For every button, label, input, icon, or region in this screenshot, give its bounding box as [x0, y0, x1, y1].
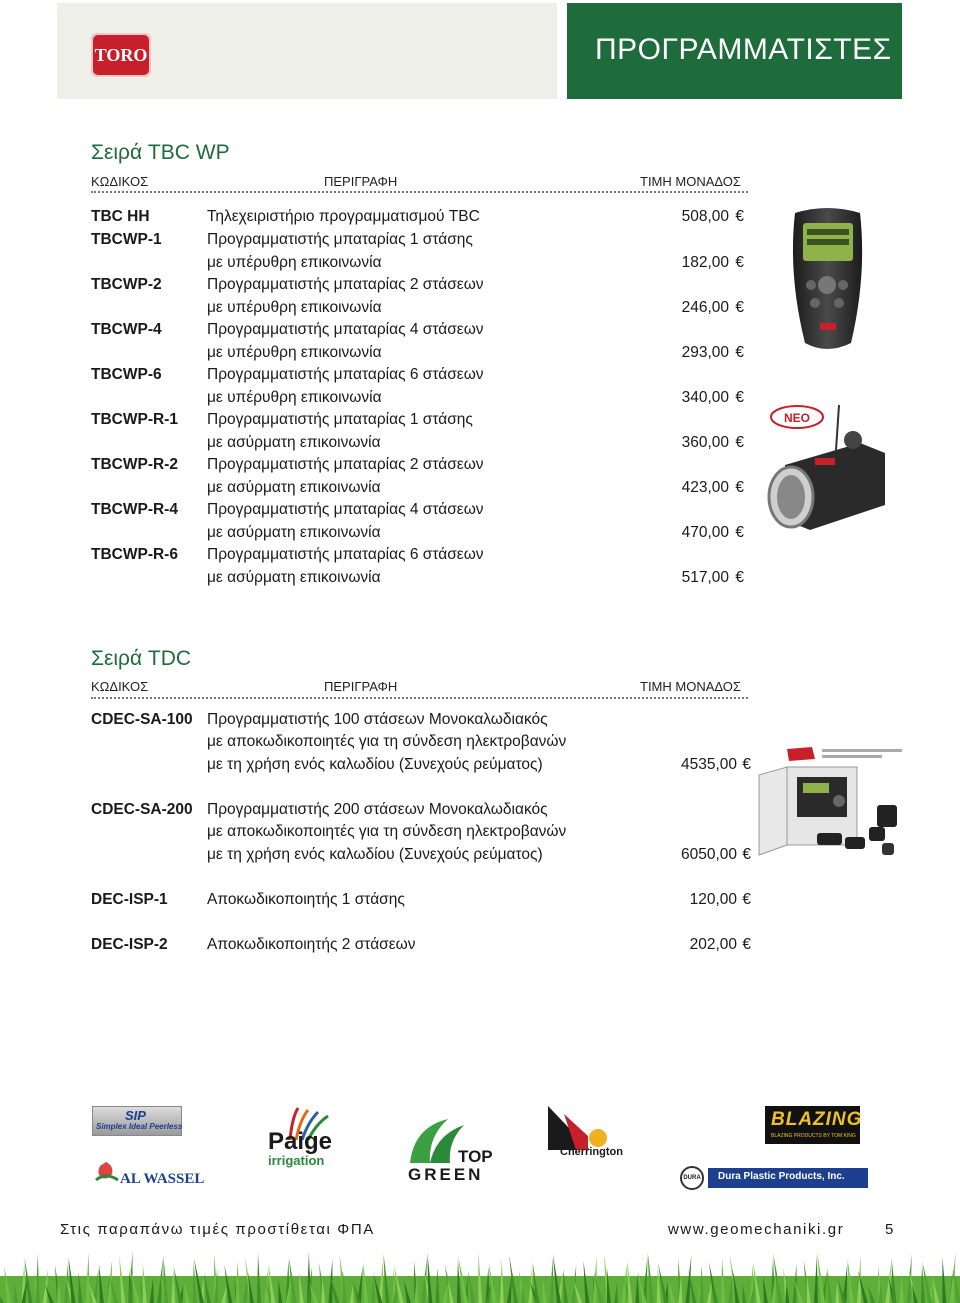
table-row: [91, 454, 751, 476]
product-price: 293,00: [681, 344, 729, 361]
table-row: [91, 709, 751, 731]
table-row-continuation: [91, 821, 751, 843]
product-code: DEC-ISP-2: [91, 936, 168, 953]
product-code: CDEC-SA-200: [91, 801, 193, 818]
table-row: [91, 274, 751, 296]
product-description: με υπέρυθρη επικοινωνία: [207, 299, 382, 316]
product-code: DEC-ISP-1: [91, 891, 168, 908]
al-wassel-logo-text: AL WASSEL: [120, 1171, 205, 1187]
product-code: TBCWP-R-4: [91, 501, 178, 518]
paige-irrigation-logo: [268, 1106, 346, 1170]
product-description: Αποκωδικοποιητής 1 στάσης: [207, 891, 405, 908]
product-description: Προγραμματιστής μπαταρίας 6 στάσεων: [207, 366, 484, 383]
toro-logo: [91, 33, 151, 77]
table-row-continuation: [91, 432, 751, 454]
product-description: με ασύρματη επικοινωνία: [207, 479, 381, 496]
product-description: Προγραμματιστής μπαταρίας 2 στάσεων: [207, 456, 484, 473]
top-green-logo: [408, 1117, 504, 1183]
euro-symbol: €: [735, 479, 744, 496]
product-description: Τηλεχειριστήριο προγραμματισμού TBC: [207, 208, 480, 225]
product-description: Προγραμματιστής μπαταρίας 1 στάσης: [207, 411, 473, 428]
dura-logo-text: Dura Plastic Products, Inc.: [718, 1171, 845, 1182]
product-code: CDEC-SA-100: [91, 711, 193, 728]
product-price: 517,00: [681, 569, 729, 586]
sip-logo: [92, 1106, 182, 1136]
euro-symbol: €: [742, 846, 751, 863]
column-header-description: ΠΕΡΙΓΡΑΦΗ: [324, 679, 398, 694]
product-description: Προγραμματιστής μπαταρίας 6 στάσεων: [207, 546, 484, 563]
product-code: TBCWP-R-1: [91, 411, 178, 428]
euro-symbol: €: [742, 891, 751, 908]
tbc-remote-image: [785, 205, 870, 355]
table-row-continuation: [91, 252, 751, 274]
product-description: με αποκωδικοποιητές για τη σύνδεση ηλεκτροβανών: [207, 733, 567, 750]
product-description: Προγραμματιστής 200 στάσεων Μονοκαλωδιακός: [207, 801, 548, 818]
page-number: 5: [885, 1221, 894, 1238]
euro-symbol: €: [735, 434, 744, 451]
product-description: Προγραμματιστής μπαταρίας 1 στάσης: [207, 231, 473, 248]
table-row: [91, 499, 751, 521]
product-code: TBCWP-R-2: [91, 456, 178, 473]
product-description: με αποκωδικοποιητές για τη σύνδεση ηλεκτροβανών: [207, 823, 567, 840]
product-description: με τη χρήση ενός καλωδίου (Συνεχούς ρεύματος): [207, 846, 543, 863]
table-row: [91, 319, 751, 341]
header-title-panel: [567, 3, 902, 99]
product-description: Προγραμματιστής μπαταρίας 4 στάσεων: [207, 321, 484, 338]
blazing-logo-subtitle: BLAZING PRODUCTS BY TOM KING: [771, 1133, 856, 1139]
euro-symbol: €: [735, 254, 744, 271]
header-divider: [91, 191, 748, 193]
product-description: με υπέρυθρη επικοινωνία: [207, 389, 382, 406]
top-green-logo-text: TOP: [458, 1147, 493, 1166]
table-row: [91, 934, 751, 956]
euro-symbol: €: [735, 389, 744, 406]
product-code: TBCWP-6: [91, 366, 162, 383]
website-link[interactable]: www.geomechaniki.gr: [668, 1221, 845, 1238]
dura-logo: [680, 1166, 868, 1190]
grass-decoration: [0, 1246, 960, 1303]
vat-note: Στις παραπάνω τιμές προστίθεται ΦΠΑ: [60, 1221, 375, 1238]
cherrington-logo-text: Cherrington: [560, 1146, 623, 1158]
product-description: Αποκωδικοποιητής 2 στάσεων: [207, 936, 416, 953]
table-row-continuation: [91, 342, 751, 364]
product-code: TBCWP-R-6: [91, 546, 178, 563]
product-description: Προγραμματιστής μπαταρίας 4 στάσεων: [207, 501, 484, 518]
product-price: 182,00: [681, 254, 729, 271]
paige-logo-subtitle: irrigation: [268, 1153, 325, 1168]
product-price: 246,00: [681, 299, 729, 316]
product-price: 360,00: [681, 434, 729, 451]
product-price: 120,00: [689, 891, 737, 908]
column-header-price: ΤΙΜΗ ΜΟΝΑΔΟΣ: [640, 679, 741, 694]
al-wassel-emblem: [92, 1158, 120, 1186]
table-row: [91, 364, 751, 386]
table-row-continuation: [91, 297, 751, 319]
table-row-continuation: [91, 731, 751, 753]
euro-symbol: €: [735, 344, 744, 361]
product-description: με τη χρήση ενός καλωδίου (Συνεχούς ρεύματος): [207, 756, 543, 773]
euro-symbol: €: [742, 756, 751, 773]
table-row: [91, 799, 751, 821]
product-description: Προγραμματιστής μπαταρίας 2 στάσεων: [207, 276, 484, 293]
sip-logo-text: SIP: [125, 1108, 146, 1123]
table-row: [91, 229, 751, 251]
new-badge: ΝΕΟ: [783, 411, 811, 425]
table-row-continuation: [91, 477, 751, 499]
product-price: 6050,00: [680, 846, 737, 863]
column-header-price: ΤΙΜΗ ΜΟΝΑΔΟΣ: [640, 174, 741, 189]
euro-symbol: €: [742, 936, 751, 953]
table-row: [91, 409, 751, 431]
product-price: 470,00: [681, 524, 729, 541]
product-price: 4535,00: [680, 756, 737, 773]
top-green-logo-subtitle: GREEN: [408, 1165, 484, 1184]
product-code: TBC HH: [91, 208, 150, 225]
table-row-continuation: [91, 844, 751, 866]
al-wassel-logo: [92, 1158, 208, 1190]
table-row: [91, 889, 751, 911]
toro-logo-text: TORO: [94, 44, 148, 65]
product-code: TBCWP-1: [91, 231, 162, 248]
euro-symbol: €: [735, 208, 744, 225]
table-row: [91, 544, 751, 566]
product-description: με ασύρματη επικοινωνία: [207, 524, 381, 541]
product-price: 423,00: [681, 479, 729, 496]
dura-badge: DURA: [680, 1166, 704, 1190]
column-header-code: ΚΩΔΙΚΟΣ: [91, 174, 149, 189]
euro-symbol: €: [735, 299, 744, 316]
table-row-continuation: [91, 754, 751, 776]
paige-logo-text: Paige: [268, 1128, 333, 1155]
product-price: 202,00: [689, 936, 737, 953]
product-price: 340,00: [681, 389, 729, 406]
tdc-controller-image: [757, 745, 907, 860]
dura-banner: [708, 1168, 868, 1188]
section-title-tbc-wp: Σειρά TBC WP: [91, 141, 230, 164]
page-title: ΠΡΟΓΡΑΜΜΑΤΙΣΤΕΣ: [595, 33, 892, 66]
tbcwp-controller-image: [765, 395, 895, 535]
table-row-continuation: [91, 387, 751, 409]
euro-symbol: €: [735, 569, 744, 586]
section-title-tdc: Σειρά TDC: [91, 647, 192, 670]
column-header-code: ΚΩΔΙΚΟΣ: [91, 679, 149, 694]
product-code: TBCWP-4: [91, 321, 162, 338]
euro-symbol: €: [735, 524, 744, 541]
product-description: με ασύρματη επικοινωνία: [207, 434, 381, 451]
table-row-continuation: [91, 522, 751, 544]
product-code: TBCWP-2: [91, 276, 162, 293]
header-divider: [91, 697, 748, 699]
blazing-logo: [765, 1106, 863, 1144]
column-header-description: ΠΕΡΙΓΡΑΦΗ: [324, 174, 398, 189]
header-logo-panel: [57, 3, 557, 99]
product-description: Προγραμματιστής 100 στάσεων Μονοκαλωδιακός: [207, 711, 548, 728]
cherrington-logo: [548, 1106, 623, 1164]
blazing-logo-text: BLAZING: [771, 1109, 863, 1130]
table-row-continuation: [91, 567, 751, 589]
sip-logo-subtitle: Simplex Ideal Peerless: [96, 1122, 183, 1131]
product-description: με ασύρματη επικοινωνία: [207, 569, 381, 586]
product-description: με υπέρυθρη επικοινωνία: [207, 254, 382, 271]
table-row: [91, 206, 751, 228]
product-price: 508,00: [681, 208, 729, 225]
product-description: με υπέρυθρη επικοινωνία: [207, 344, 382, 361]
